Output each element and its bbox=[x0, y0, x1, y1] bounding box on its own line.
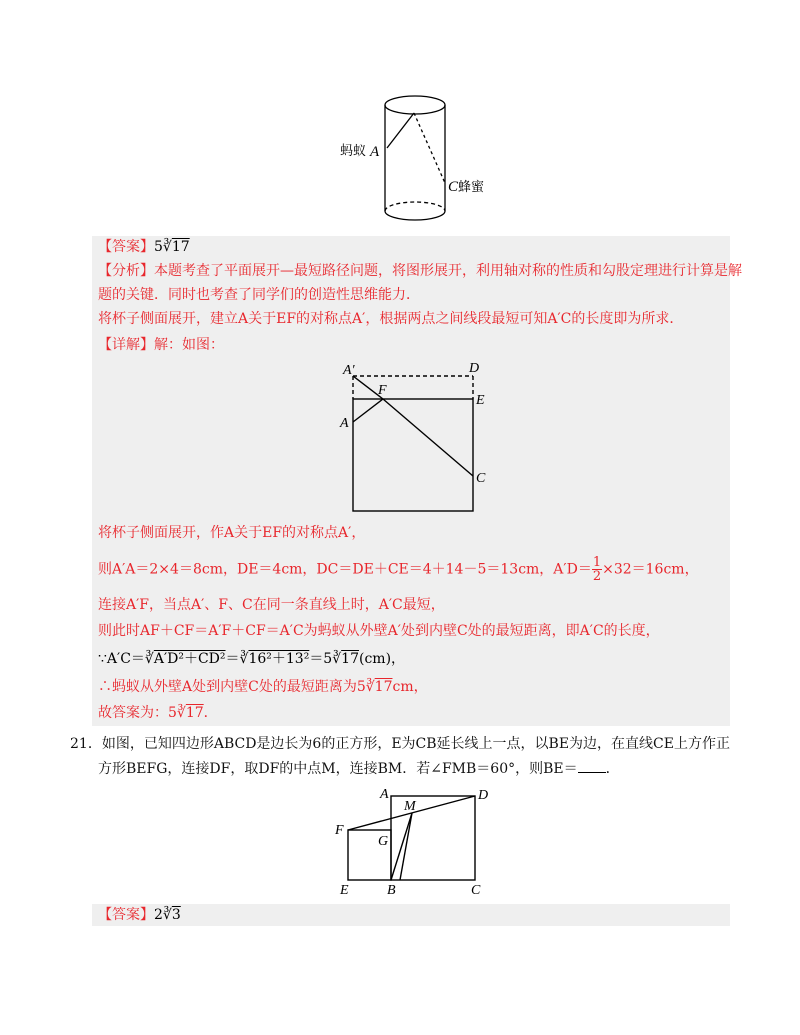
label-e: E bbox=[476, 393, 485, 408]
unfolded-figure bbox=[335, 358, 505, 518]
segment-a-f bbox=[353, 399, 383, 422]
question-number: 21． bbox=[70, 736, 102, 752]
answer-blank[interactable] bbox=[578, 758, 606, 773]
answer-2-radical: ∛3 bbox=[162, 907, 181, 923]
radical-5: ∛17 bbox=[176, 705, 204, 721]
label-m: M bbox=[404, 799, 416, 814]
honey-label: 蜂蜜 bbox=[458, 180, 485, 195]
radical-2: ∛16²＋13² bbox=[239, 651, 310, 667]
label-d: D bbox=[469, 361, 480, 376]
label-f: F bbox=[378, 383, 387, 398]
detail-text: 解：如图： bbox=[154, 337, 224, 353]
cylinder-bottom-front bbox=[385, 211, 445, 220]
point-c-label: C bbox=[448, 179, 459, 195]
label-c: C bbox=[471, 883, 481, 897]
segment-f-c bbox=[383, 399, 473, 476]
solution-line-7: 故答案为：5∛17． bbox=[98, 705, 218, 721]
analysis-text-1: 本题考查了平面展开—最短路径问题，将图形展开，利用轴对称的性质和勾股定理进行计算是解 bbox=[154, 263, 742, 279]
answer-2-coef: 2 bbox=[154, 907, 163, 923]
solution-line-1: 将杯子侧面展开，作A关于EF的对称点A′， bbox=[98, 525, 366, 541]
answer-2-line bbox=[98, 904, 181, 926]
label-e: E bbox=[340, 883, 349, 897]
analysis-line-1 bbox=[98, 260, 742, 282]
solution-line-5: ∵A′C＝∛A′D²＋CD²＝∛16²＋13²＝5∛17(cm)， bbox=[98, 651, 406, 667]
label-d: D bbox=[478, 788, 489, 803]
ant-path-inner bbox=[414, 113, 445, 183]
label-a-prime: A′ bbox=[343, 363, 355, 378]
label-a: A bbox=[340, 416, 349, 431]
answer-2-tag: 【答案】 bbox=[98, 907, 154, 923]
question-21-text-1: 如图，已知四边形ABCD是边长为6的正方形，E为CB延长线上一点，以BE为边，在直线CE上方作正 bbox=[101, 736, 730, 752]
analysis-tag: 【分析】 bbox=[98, 263, 154, 279]
solution-line-2 bbox=[98, 556, 699, 583]
ant-label: 蚂蚁 bbox=[340, 144, 367, 159]
label-f: F bbox=[335, 823, 344, 838]
radical-3: ∛17 bbox=[332, 651, 359, 667]
detail-line bbox=[98, 334, 224, 356]
cylinder-figure bbox=[330, 88, 510, 238]
squares-figure bbox=[330, 782, 500, 897]
fraction-half: $\frac{1}{2}$ bbox=[592, 555, 602, 584]
solution-2-part-a: 则A′A＝2×4＝8cm，DE＝4cm，DC＝DE＋CE＝4＋14－5＝13cm，A′D＝ bbox=[98, 561, 592, 578]
solution-line-6: ∴蚂蚁从外壁A处到内壁C处的最短距离为5∛17cm， bbox=[98, 679, 428, 695]
answer-1-line bbox=[98, 236, 190, 258]
unfolded-rectangle bbox=[353, 399, 473, 511]
label-g: G bbox=[378, 834, 389, 849]
answer-1-coef: 5 bbox=[154, 239, 163, 255]
solution-line-4: 则此时AF＋CF＝A′F＋CF＝A′C为蚂蚁从外壁A′处到内壁C处的最短距离，即A′C的长度， bbox=[98, 623, 660, 639]
question-21-text-2: 方形BEFG，连接DF，取DF的中点M，连接BM．若∠FMB＝60°，则BE＝ bbox=[98, 761, 578, 777]
label-b: B bbox=[387, 883, 396, 897]
cylinder-top-ellipse bbox=[385, 96, 445, 114]
solution-2-part-b: ×32＝16cm， bbox=[602, 561, 699, 578]
question-21-line-1 bbox=[70, 733, 730, 755]
answer-tag: 【答案】 bbox=[98, 239, 154, 255]
radical-1: ∛A′D²＋CD² bbox=[144, 651, 226, 667]
answer-1-radical: ∛17 bbox=[162, 239, 190, 255]
ant-path-outer bbox=[387, 113, 414, 148]
answer-block-2 bbox=[92, 904, 730, 926]
label-a: A bbox=[380, 787, 389, 802]
cylinder-bottom-back bbox=[385, 202, 445, 211]
radical-4: ∛17 bbox=[365, 679, 393, 695]
solution-line-3: 连接A′F，当点A′、F、C在同一条直线上时，A′C最短， bbox=[98, 597, 445, 613]
question-21-line-2: 方形BEFG，连接DF，取DF的中点M，连接BM．若∠FMB＝60°，则BE＝ ． bbox=[98, 758, 620, 780]
analysis-line-2: 题的关键．同时也考查了同学们的创造性思维能力． bbox=[98, 287, 420, 303]
point-a-label: A bbox=[370, 144, 380, 160]
analysis-line-3: 将杯子侧面展开，建立A关于EF的对称点A′，根据两点之间线段最短可知A′C的长度即为所求． bbox=[98, 311, 684, 327]
label-c: C bbox=[476, 471, 486, 486]
detail-tag: 【详解】 bbox=[98, 337, 154, 353]
